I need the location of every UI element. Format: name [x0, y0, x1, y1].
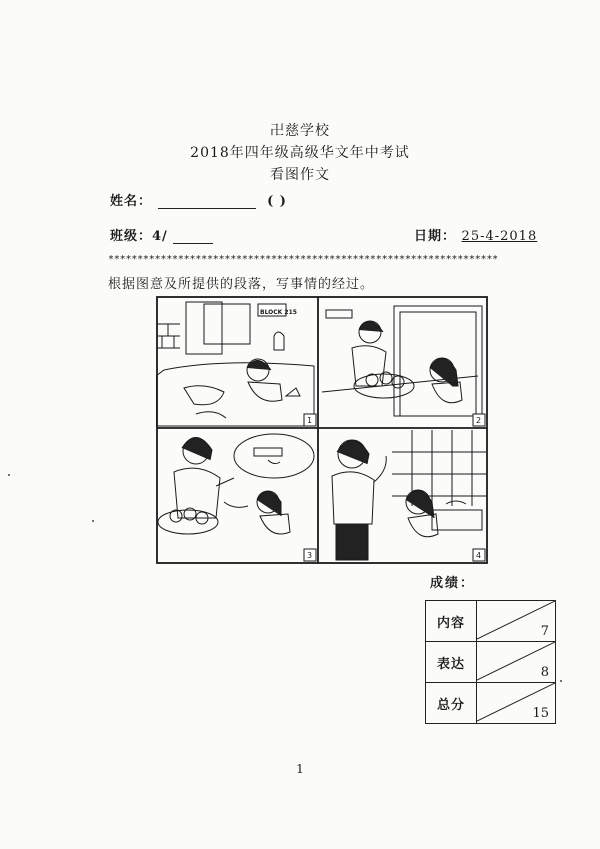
- class-row: [110, 225, 213, 244]
- score-row-total: [426, 683, 556, 724]
- name-blank[interactable]: [158, 208, 256, 209]
- scan-speck: [8, 474, 10, 476]
- exam-title: 2018年四年级高级华文年中考试: [190, 145, 410, 161]
- score-row-content: [426, 601, 556, 642]
- class-blank[interactable]: [173, 243, 213, 244]
- score-table: [425, 600, 556, 724]
- panel-number-2: 2: [476, 416, 482, 425]
- class-label: 班级：4/: [110, 229, 168, 244]
- score-value-total: 15: [532, 706, 549, 721]
- panel-number-1: 1: [307, 416, 313, 425]
- exam-subtitle: 看图作文: [270, 167, 330, 183]
- name-row: [110, 190, 287, 209]
- date-value: 25-4-2018: [461, 229, 538, 244]
- comic-panel-4: [332, 430, 486, 560]
- school-name: 卍慈学校: [270, 123, 330, 139]
- page-number: 1: [296, 762, 304, 776]
- grade-label: 成绩：: [430, 576, 476, 591]
- panel-number-4: 4: [476, 551, 482, 560]
- score-value-content: 7: [540, 624, 549, 639]
- name-label: 姓名：: [110, 194, 153, 209]
- scan-speck: [560, 680, 562, 682]
- star-divider: *******************************************************************: [108, 254, 498, 265]
- date-label: 日期：: [414, 229, 457, 244]
- block-sign-text: BLOCK 215: [260, 309, 297, 316]
- instruction: 根据图意及所提供的段落，写事情的经过。: [108, 277, 375, 292]
- comic-panel-2: [322, 306, 482, 416]
- panel-number-3: 3: [307, 551, 313, 560]
- score-label-total: 总分: [426, 683, 477, 724]
- score-cell-total: [477, 683, 556, 724]
- comic-strip: [156, 296, 488, 564]
- comic-panel-3: [158, 434, 314, 534]
- score-label-content: 内容: [426, 601, 477, 642]
- comic-panel-1: [156, 302, 314, 426]
- score-label-expression: 表达: [426, 642, 477, 683]
- score-cell-content: [477, 601, 556, 642]
- score-value-expression: 8: [540, 665, 549, 680]
- date-row: [414, 225, 537, 244]
- score-cell-expression: [477, 642, 556, 683]
- scan-speck: [92, 520, 94, 522]
- score-row-expression: [426, 642, 556, 683]
- student-number-paren: ( ): [267, 194, 287, 209]
